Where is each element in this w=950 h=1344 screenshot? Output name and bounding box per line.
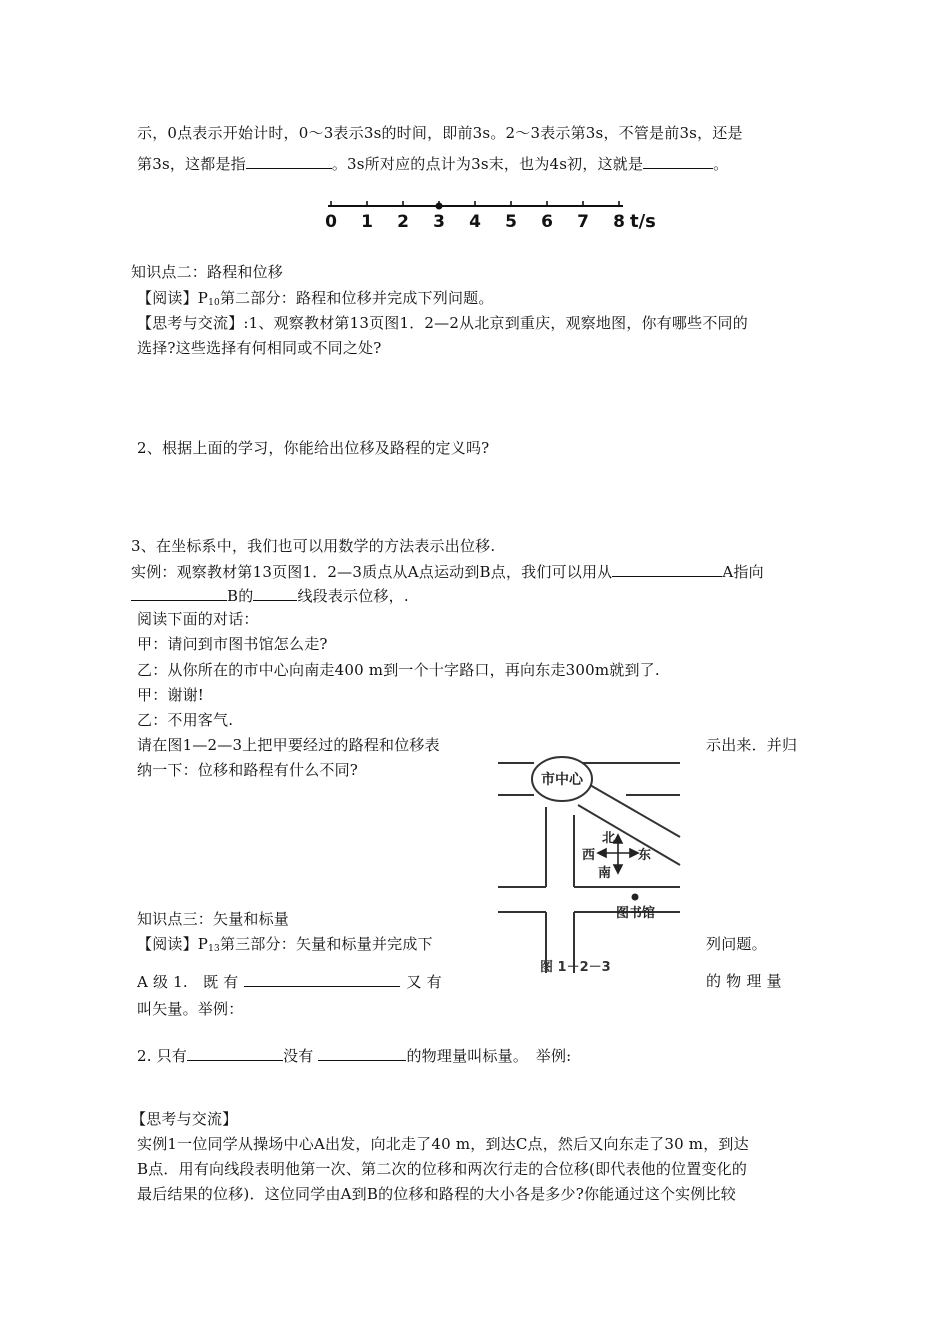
timeline-tick-label: 1 xyxy=(361,212,373,232)
timeline-tick-label: 7 xyxy=(577,212,589,232)
text-fragment: A指向 xyxy=(722,563,764,581)
text-fragment: 【阅读】P xyxy=(137,935,209,953)
paragraph-line: 纳一下：位移和路程有什么不同? xyxy=(137,761,359,779)
fill-blank[interactable] xyxy=(253,585,297,601)
fill-blank[interactable] xyxy=(318,1045,406,1061)
paragraph-line xyxy=(137,1045,571,1066)
paragraph-line xyxy=(137,971,442,992)
compass-south-label: 南 xyxy=(598,866,612,881)
paragraph-line xyxy=(137,153,728,174)
paragraph-line: 2、根据上面的学习，你能给出位移及路程的定义吗? xyxy=(137,439,490,457)
city-center-label: 市中心 xyxy=(541,772,583,788)
text-fragment: 线段表示位移，. xyxy=(297,587,409,605)
text-fragment: 第3s，这都是指 xyxy=(137,155,246,173)
paragraph-line xyxy=(137,934,433,959)
library-label: 图书馆 xyxy=(616,906,656,921)
paragraph-line xyxy=(131,561,764,582)
timeline-tick-label: 4 xyxy=(469,212,481,232)
city-map-figure xyxy=(494,725,684,980)
marked-point xyxy=(436,203,443,210)
timeline-tick-label: 8 xyxy=(613,212,625,232)
paragraph-line: 选择?这些选择有何相同或不同之处? xyxy=(137,339,382,357)
text-fragment: 没有 xyxy=(283,1047,319,1065)
paragraph-line: 最后结果的位移)．这位同学由A到B的位移和路程的大小各是多少?你能通过这个实例比较 xyxy=(137,1185,736,1203)
section-heading: 知识点二：路程和位移 xyxy=(131,263,284,281)
library-marker xyxy=(632,894,639,901)
text-fragment: A 级 1. 既 有 xyxy=(137,973,239,991)
paragraph-line xyxy=(137,288,494,313)
timeline-tick-label: 3 xyxy=(433,212,445,232)
paragraph-line: 实例1一位同学从操场中心A出发，向北走了40 m，到达C点，然后又向东走了30 m，到达 xyxy=(137,1135,749,1153)
paragraph-line: 示出来．并归 xyxy=(706,736,798,754)
text-fragment: 。3s所对应的点计为3s末，也为4s初，这就是 xyxy=(331,155,644,173)
dialog-line: 甲：谢谢! xyxy=(137,686,205,704)
fill-blank[interactable] xyxy=(643,153,713,169)
timeline-tick-label: 6 xyxy=(541,212,553,232)
paragraph-line: 【思考与交流】:1、观察教材第13页图1．2—2从北京到重庆，观察地图，你有哪些不同的 xyxy=(137,314,748,332)
section-heading: 【思考与交流】 xyxy=(131,1110,238,1128)
dialog-line: 甲：请问到市图书馆怎么走? xyxy=(137,635,328,653)
text-fragment: 2. 只有 xyxy=(137,1047,188,1065)
text-fragment: 。 xyxy=(713,155,729,173)
text-fragment: 实例：观察教材第13页图1．2—3质点从A点运动到B点，我们可以用从 xyxy=(131,563,613,581)
compass-east-label: 东 xyxy=(638,848,652,863)
text-fragment: 又 有 xyxy=(406,973,442,991)
text-fragment: 第二部分：路程和位移并完成下列问题。 xyxy=(219,289,494,307)
paragraph-line: 请在图1—2—3上把甲要经过的路程和位移表 xyxy=(137,736,440,754)
fill-blank[interactable] xyxy=(244,971,400,987)
page-subscript: 13 xyxy=(208,944,220,954)
paragraph-line: 阅读下面的对话： xyxy=(137,610,259,628)
text-fragment: B的 xyxy=(227,587,254,605)
timeline-diagram xyxy=(318,192,668,236)
dialog-line: 乙：不用客气. xyxy=(137,711,234,729)
timeline-tick-label: 2 xyxy=(397,212,409,232)
fill-blank[interactable] xyxy=(612,561,722,577)
timeline-tick-label: 0 xyxy=(325,212,337,232)
fill-blank[interactable] xyxy=(131,585,227,601)
paragraph-line: 示，0点表示开始计时，0～3表示3s的时间，即前3s。2～3表示第3s，不管是前3s，还是 xyxy=(137,124,743,142)
paragraph-line: 叫矢量。举例： xyxy=(137,1000,244,1018)
axis-label: t/s xyxy=(630,211,656,232)
page-subscript: 10 xyxy=(208,298,220,308)
text-fragment: 【阅读】P xyxy=(137,289,209,307)
text-fragment: 第三部分：矢量和标量并完成下 xyxy=(219,935,433,953)
text-fragment: 的物理量叫标量。 举例: xyxy=(406,1047,572,1065)
road-network xyxy=(498,763,680,973)
paragraph-line: 的 物 理 量 xyxy=(706,972,782,990)
fill-blank[interactable] xyxy=(246,153,332,169)
paragraph-line: 列问题。 xyxy=(706,935,767,953)
paragraph-line xyxy=(131,585,409,606)
fill-blank[interactable] xyxy=(187,1045,283,1061)
compass-west-label: 西 xyxy=(582,848,596,863)
section-heading: 知识点三：矢量和标量 xyxy=(137,910,290,928)
compass-north-label: 北 xyxy=(602,831,616,846)
paragraph-line: 3、在坐标系中，我们也可以用数学的方法表示出位移. xyxy=(131,537,496,555)
figure-caption: 图 1－2－3 xyxy=(540,960,611,975)
timeline-tick-label: 5 xyxy=(505,212,517,232)
paragraph-line: B点．用有向线段表明他第一次、第二次的位移和两次行走的合位移(即代表他的位置变化的 xyxy=(137,1160,748,1178)
dialog-line: 乙：从你所在的市中心向南走400 m到一个十字路口，再向东走300m就到了. xyxy=(137,661,660,679)
